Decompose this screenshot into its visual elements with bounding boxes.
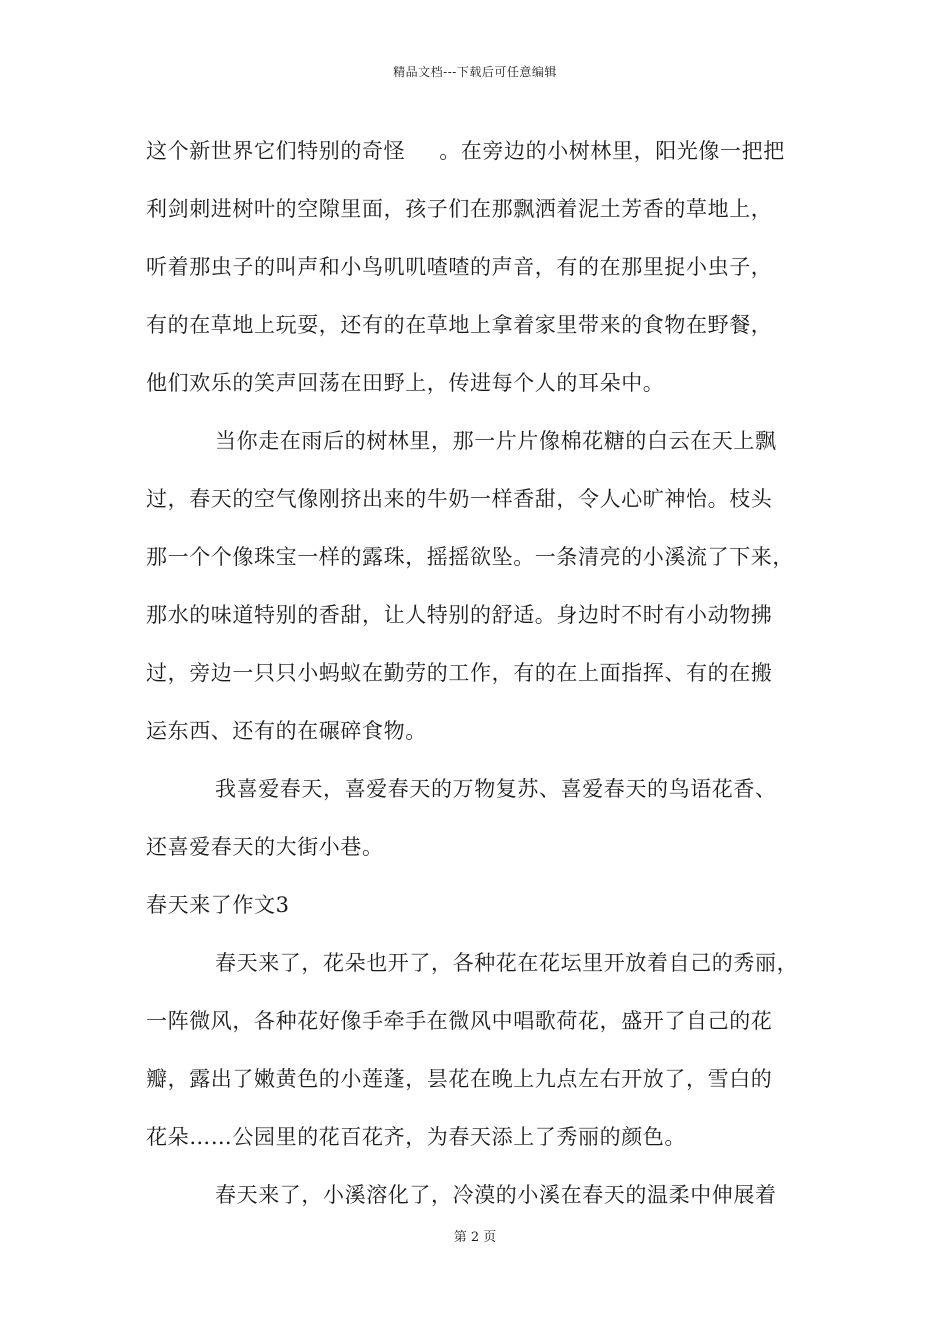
text-segment: 。在旁边的小树林里，阳光像一把把 [439,139,785,163]
paragraph-first-line: 春天来了，花朵也开了，各种花在花坛里开放着自己的秀丽， [215,951,799,975]
text-segment: 这个新世界它们特别的奇怪 [146,139,406,163]
text-line: 听着那虫子的叫声和小鸟叽叽喳喳的声音，有的在那里捉小虫子， [146,255,773,279]
page-number: 第 2 页 [453,1230,497,1245]
text-line: 过，春天的空气像刚挤出来的牛奶一样香甜，令人心旷神怡。枝头 [146,487,773,511]
text-line: 运东西、还有的在碾碎食物。 [146,719,427,743]
paragraph-first-line: 当你走在雨后的树林里，那一片片像棉花糖的白云在天上飘 [215,429,777,453]
text-line: 利剑刺进树叶的空隙里面，孩子们在那飘洒着泥土芳香的草地上， [146,197,773,221]
section-title: 春天来了作文3 [146,893,290,917]
text-line: 那一个个像珠宝一样的露珠，摇摇欲坠。一条清亮的小溪流了下来， [146,545,794,569]
text-line: 花朵……公园里的花百花齐，为春天添上了秀丽的颜色。 [146,1125,686,1149]
text-line: 过，旁边一只只小蚂蚁在勤劳的工作，有的在上面指挥、有的在搬 [146,661,773,685]
text-line [146,122,816,180]
page-header: 精品文档---下载后可任意编辑 [393,65,557,79]
paragraph-first-line: 我喜爱春天，喜爱春天的万物复苏、喜爱春天的鸟语花香、 [215,777,777,801]
text-line: 有的在草地上玩耍，还有的在草地上拿着家里带来的食物在野餐， [146,313,773,337]
paragraph-first-line: 春天来了，小溪溶化了，冷漠的小溪在春天的温柔中伸展着 [215,1183,777,1207]
text-line: 还喜爱春天的大街小巷。 [146,835,384,859]
text-line: 瓣，露出了嫩黄色的小莲蓬，昙花在晚上九点左右开放了，雪白的 [146,1067,773,1091]
text-line: 那水的味道特别的香甜，让人特别的舒适。身边时不时有小动物拂 [146,603,773,627]
text-line: 他们欢乐的笑声回荡在田野上，传进每个人的耳朵中。 [146,371,665,395]
document-body [146,122,816,1224]
text-line: 一阵微风，各种花好像手牵手在微风中唱歌荷花，盛开了自己的花 [146,1009,773,1033]
